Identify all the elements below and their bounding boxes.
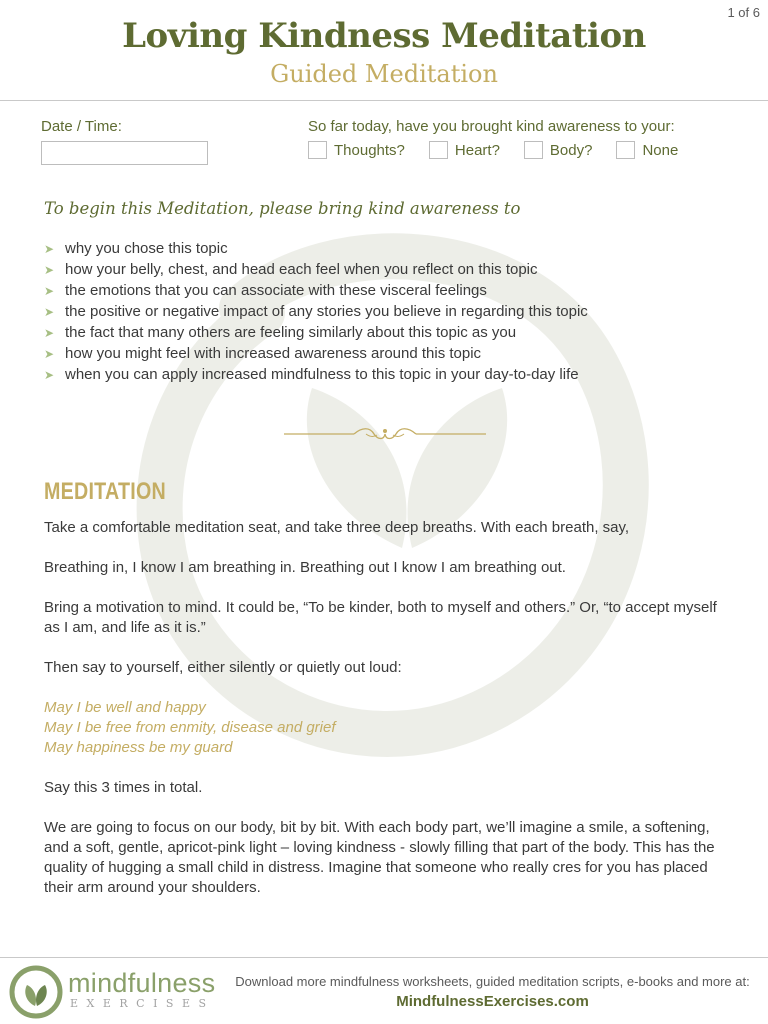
paragraph-breathing: Breathing in, I know I am breathing in. Breathing out I know I am breathing out.: [44, 559, 566, 576]
page-title: Loving Kindness Meditation: [122, 16, 646, 56]
awareness-bullet-list: [44, 238, 588, 385]
page-header: [0, 14, 768, 90]
arrow-bullet-icon: ➤: [44, 283, 55, 298]
footer-promo: [225, 973, 760, 1013]
none-label: None: [642, 141, 679, 159]
footer-download-text: Download more mindfulness worksheets, guided meditation scripts, e-books and more at:: [235, 974, 750, 989]
list-item: ➤ how you might feel with increased awareness around this topic: [44, 345, 482, 362]
mindfulness-logo-icon: [8, 964, 64, 1020]
heart-label: Heart?: [454, 141, 500, 159]
mantra-line: May happiness be my guard: [44, 739, 233, 756]
body-checkbox[interactable]: [524, 141, 543, 159]
arrow-bullet-icon: ➤: [44, 325, 55, 340]
section-heading-meditation: MEDITATION: [44, 478, 166, 505]
paragraph-motivation: Bring a motivation to mind. It could be, “To be kinder, both to myself and others.” Or, “to accept myself as I am, and life as it is.”: [44, 599, 717, 636]
list-item: ➤ the positive or negative impact of any stories you believe in regarding this topic: [44, 303, 588, 320]
date-time-input[interactable]: [41, 141, 208, 165]
option-thoughts[interactable]: [308, 141, 405, 159]
ornamental-divider-icon: [284, 425, 486, 443]
thoughts-label: Thoughts?: [334, 141, 405, 159]
arrow-bullet-icon: ➤: [44, 241, 55, 256]
list-item: ➤ when you can apply increased mindfulness to this topic in your day-to-day life: [44, 366, 579, 383]
list-item: ➤ why you chose this topic: [44, 240, 228, 257]
list-item: ➤ the emotions that you can associate with these visceral feelings: [44, 282, 487, 299]
paragraph-say-to-yourself: Then say to yourself, either silently or quietly out loud:: [44, 659, 402, 676]
arrow-bullet-icon: ➤: [44, 304, 55, 319]
paragraph-meditation-seat: Take a comfortable meditation seat, and take three deep breaths. With each breath, say,: [44, 519, 630, 536]
page-subtitle: Guided Meditation: [270, 60, 498, 88]
option-none[interactable]: [616, 141, 678, 159]
date-time-label: Date / Time:: [41, 118, 122, 135]
paragraph-body-focus: We are going to focus on our body, bit by bit. With each body part, we’ll imagine a smile, a softening, and a soft, gentle, apricot-pink light – loving kindness - slowly filling that part of the body. This has the quality of hugging a small child in distress. Imagine that someone who really cres for you has placed their arm around your shoulders.: [44, 819, 715, 896]
arrow-bullet-icon: ➤: [44, 262, 55, 277]
awareness-question-group: [308, 118, 702, 159]
intro-heading: To begin this Meditation, please bring kind awareness to: [44, 199, 521, 218]
awareness-options: [308, 141, 702, 159]
page-indicator: 1 of 6: [727, 5, 760, 20]
logo-wordmark: mindfulness: [68, 968, 216, 998]
website-link[interactable]: MindfulnessExercises.com: [396, 993, 589, 1010]
body-label: Body?: [549, 141, 593, 159]
list-item: ➤ how your belly, chest, and head each feel when you reflect on this topic: [44, 261, 538, 278]
awareness-question-label: So far today, have you brought kind awareness to your:: [308, 118, 675, 135]
heart-checkbox[interactable]: [429, 141, 448, 159]
header-divider: [0, 100, 768, 101]
none-checkbox[interactable]: [616, 141, 635, 159]
list-item: ➤ the fact that many others are feeling similarly about this topic as you: [44, 324, 517, 341]
arrow-bullet-icon: ➤: [44, 367, 55, 382]
paragraph-repeat-count: Say this 3 times in total.: [44, 779, 203, 796]
thoughts-checkbox[interactable]: [308, 141, 327, 159]
mantra-line: May I be free from enmity, disease and grief: [44, 719, 336, 736]
logo-subtitle: EXERCISES: [70, 997, 215, 1010]
date-time-field-group: [41, 118, 208, 165]
option-heart[interactable]: [429, 141, 500, 159]
arrow-bullet-icon: ➤: [44, 346, 55, 361]
footer-divider: [0, 957, 768, 958]
option-body[interactable]: [524, 141, 593, 159]
mantra-line: May I be well and happy: [44, 699, 206, 716]
mindfulness-logo[interactable]: [68, 968, 215, 1010]
